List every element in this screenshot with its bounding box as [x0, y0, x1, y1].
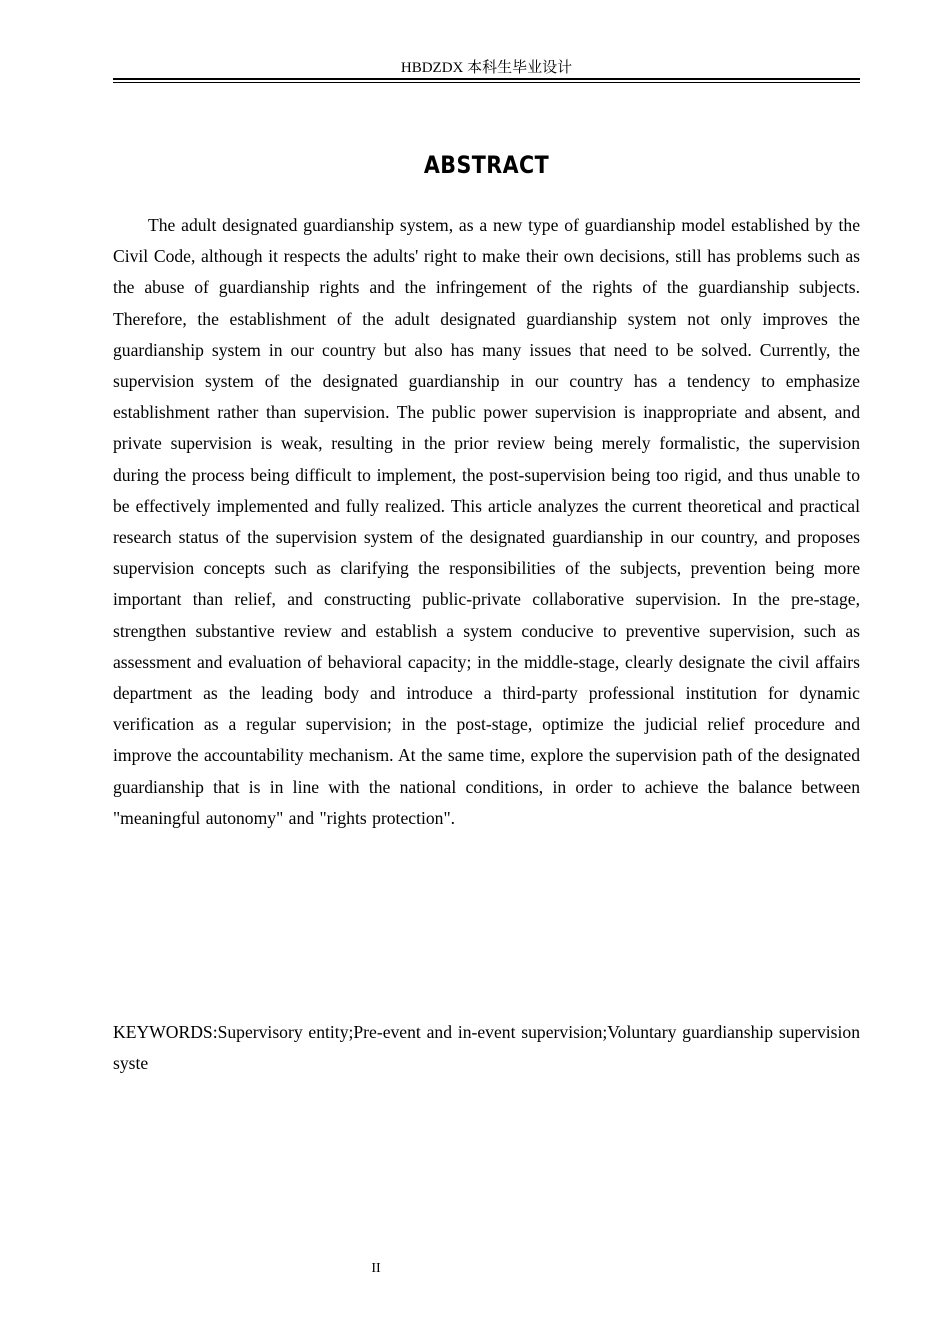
abstract-heading: ABSTRACT	[423, 151, 550, 179]
header-divider-thin	[113, 82, 860, 83]
header-title: HBDZDX 本科生毕业设计	[400, 60, 573, 76]
page-number: II	[371, 1261, 381, 1276]
keywords-line: KEYWORDS:Supervisory entity;Pre-event and in-event supervision;Voluntary guardianship supervision syste	[113, 1022, 860, 1074]
abstract-body: The adult designated guardianship system, as a new type of guardianship model established by the Civil Code, although it respects the adults' right to make their own decisions, still has problems such as the abuse of guardianship rights and the infringement of the rights of the guardianship subjects. Therefore, the establishment of the adult designated guardianship system not only improves the guardianship system in our country but also has many issues that need to be solved. Currently, the supervision system of the designated guardianship in our country has a tendency to emphasize establishment rather than supervision. The public power supervision is inappropriate and absent, and private supervision is weak, resulting in the prior review being merely formalistic, the supervision during the process being difficult to implement, the post-supervision being too rigid, and thus unable to be effectively implemented and fully realized. This article analyzes the current theoretical and practical research status of the supervision system of the designated guardianship in our country, and proposes supervision concepts such as clarifying the responsibilities of the subjects, prevention being more important than relief, and constructing public-private collaborative supervision. In the pre-stage, strengthen substantive review and establish a system conducive to preventive supervision, such as assessment and evaluation of behavioral capacity; in the middle-stage, clearly designate the civil affairs department as the leading body and introduce a third-party professional institution for dynamic verification as a regular supervision; in the post-stage, optimize the judicial relief procedure and improve the accountability mechanism. At the same time, explore the supervision path of the designated guardianship that is in line with the national conditions, in order to achieve the balance between "meaningful autonomy" and "rights protection".	[113, 215, 860, 828]
header-divider-thick	[113, 78, 860, 80]
